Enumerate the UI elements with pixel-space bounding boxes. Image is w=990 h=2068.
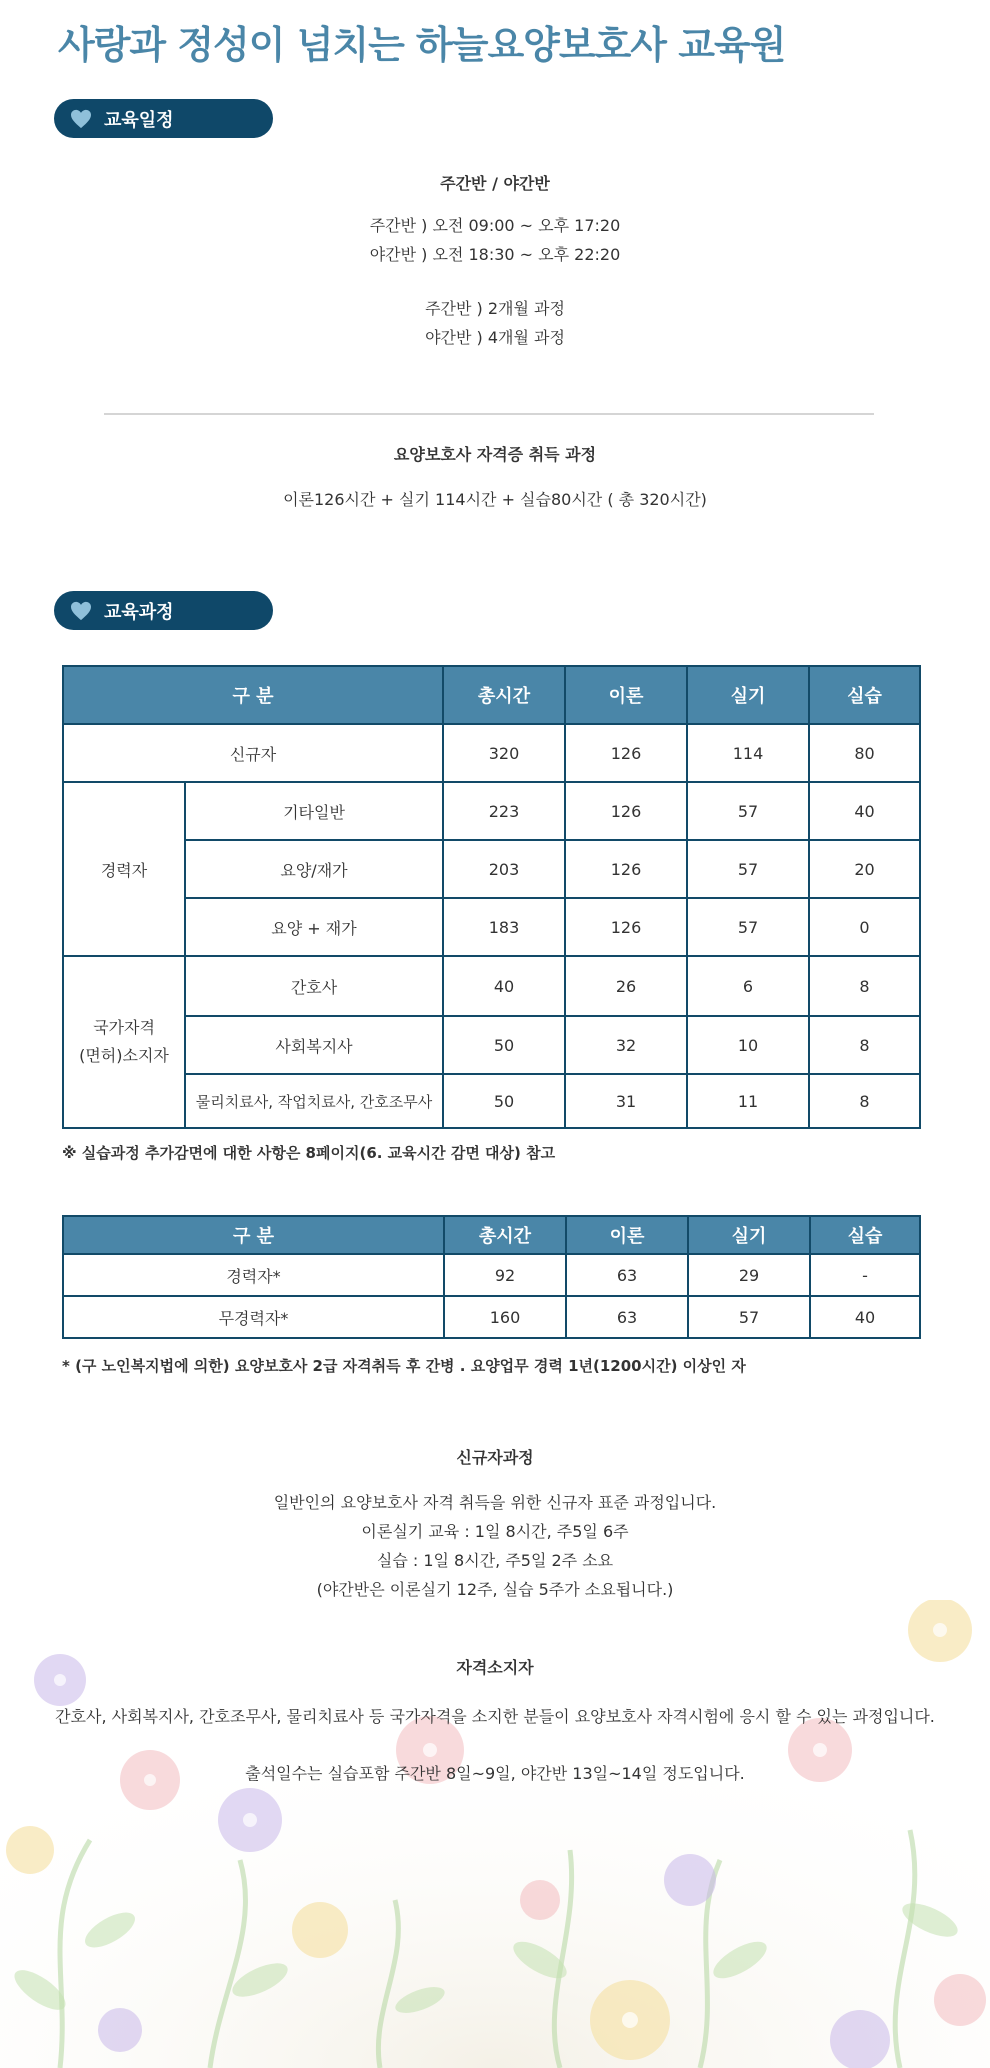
header-training: 실습	[809, 666, 920, 724]
night-hours: 야간반 ) 오전 18:30 ~ 오후 22:20	[369, 245, 621, 264]
cell-training: 20	[809, 840, 920, 898]
training-reduction-note: ※ 실습과정 추가감면에 대한 사항은 8페이지(6. 교육시간 감면 대상) 참고	[62, 1144, 556, 1162]
group-label-licensed	[63, 956, 185, 1128]
cell-theory: 126	[565, 840, 687, 898]
new-course-info	[0, 1443, 990, 1604]
table-row	[63, 898, 920, 956]
new-course-line: 실습 : 1일 8시간, 주5일 2주 소요	[376, 1551, 614, 1570]
cell-total: 160	[444, 1296, 566, 1338]
row-label: 물리치료사, 작업치료사, 간호조무사	[185, 1074, 443, 1128]
cell-training: 40	[809, 782, 920, 840]
cell-practical: 10	[687, 1016, 809, 1074]
divider	[104, 413, 874, 415]
licensed-course-title: 자격소지자	[456, 1658, 534, 1677]
section-header-course	[54, 591, 273, 630]
row-label: 경력자*	[63, 1254, 444, 1296]
row-label: 무경력자*	[63, 1296, 444, 1338]
group-label-line: (면허)소지자	[79, 1046, 169, 1065]
header-theory: 이론	[566, 1216, 688, 1254]
header-category: 구 분	[63, 666, 443, 724]
table-row	[63, 1016, 920, 1074]
cell-training: 40	[810, 1296, 920, 1338]
table-row	[63, 724, 920, 782]
row-label: 기타일반	[185, 782, 443, 840]
cell-practical: 6	[687, 956, 809, 1016]
cell-practical: 11	[687, 1074, 809, 1128]
header-category: 구 분	[63, 1216, 444, 1254]
table-row	[63, 840, 920, 898]
cell-practical: 57	[687, 782, 809, 840]
certificate-title: 요양보호사 자격증 취득 과정	[393, 445, 597, 464]
cell-total: 50	[443, 1074, 565, 1128]
cell-total: 320	[443, 724, 565, 782]
cell-theory: 26	[565, 956, 687, 1016]
cell-practical: 57	[687, 840, 809, 898]
header-total: 총시간	[443, 666, 565, 724]
cell-total: 183	[443, 898, 565, 956]
cell-theory: 126	[565, 782, 687, 840]
licensed-course-line: 간호사, 사회복지사, 간호조무사, 물리치료사 등 국가자격을 소지한 분들이 요양보호사 자격시험에 응시 할 수 있는 과정입니다.	[55, 1707, 935, 1726]
heart-icon	[70, 109, 92, 129]
header-practical: 실기	[687, 666, 809, 724]
certificate-info	[0, 440, 990, 514]
header-theory: 이론	[565, 666, 687, 724]
table-header-row	[63, 666, 920, 724]
header-total: 총시간	[444, 1216, 566, 1254]
cell-theory: 31	[565, 1074, 687, 1128]
new-course-line: 일반인의 요양보호사 자격 취득을 위한 신규자 표준 과정입니다.	[273, 1493, 717, 1512]
cell-total: 50	[443, 1016, 565, 1074]
header-practical: 실기	[688, 1216, 810, 1254]
section-label: 교육일정	[104, 109, 174, 131]
cell-total: 203	[443, 840, 565, 898]
certificate-hours: 이론126시간 + 실기 114시간 + 실습80시간 ( 총 320시간)	[283, 490, 707, 509]
row-label: 요양/재가	[185, 840, 443, 898]
row-label: 요양 + 재가	[185, 898, 443, 956]
cell-training: 80	[809, 724, 920, 782]
row-label: 간호사	[185, 956, 443, 1016]
table-row	[63, 1074, 920, 1128]
header-training: 실습	[810, 1216, 920, 1254]
schedule-heading: 주간반 / 야간반	[440, 174, 550, 193]
new-course-line: (야간반은 이론실기 12주, 실습 5주가 소요됩니다.)	[316, 1580, 674, 1599]
group-label-line: 국가자격	[93, 1018, 155, 1037]
course-hours-table	[62, 665, 921, 1129]
licensed-course-line: 출석일수는 실습포함 주간반 8일~9일, 야간반 13일~14일 정도입니다.	[245, 1764, 745, 1783]
new-course-title: 신규자과정	[456, 1448, 534, 1467]
cell-total: 223	[443, 782, 565, 840]
cell-theory: 126	[565, 898, 687, 956]
cell-total: 40	[443, 956, 565, 1016]
cell-practical: 29	[688, 1254, 810, 1296]
row-label: 사회복지사	[185, 1016, 443, 1074]
cell-theory: 63	[566, 1254, 688, 1296]
cell-training: 0	[809, 898, 920, 956]
cell-training: 8	[809, 1016, 920, 1074]
table-row	[63, 1296, 920, 1338]
heart-icon	[70, 601, 92, 621]
schedule-info	[0, 169, 990, 352]
licensed-course-info	[0, 1653, 990, 1788]
cell-theory: 63	[566, 1296, 688, 1338]
row-label: 신규자	[63, 724, 443, 782]
cell-total: 92	[444, 1254, 566, 1296]
prior-license-table	[62, 1215, 921, 1339]
experience-criteria-note: * (구 노인복지법에 의한) 요양보호사 2급 자격취득 후 간병 . 요양업무 경력 1년(1200시간) 이상인 자	[62, 1357, 746, 1375]
group-label-experienced: 경력자	[63, 782, 185, 956]
day-duration: 주간반 ) 2개월 과정	[425, 299, 565, 318]
table-header-row	[63, 1216, 920, 1254]
new-course-line: 이론실기 교육 : 1일 8시간, 주5일 6주	[361, 1522, 629, 1541]
cell-training: 8	[809, 1074, 920, 1128]
cell-practical: 114	[687, 724, 809, 782]
night-duration: 야간반 ) 4개월 과정	[425, 328, 565, 347]
table-row	[63, 956, 920, 1016]
table-row	[63, 1254, 920, 1296]
section-header-schedule	[54, 99, 273, 138]
section-label: 교육과정	[104, 601, 174, 623]
cell-theory: 32	[565, 1016, 687, 1074]
day-hours: 주간반 ) 오전 09:00 ~ 오후 17:20	[369, 216, 621, 235]
cell-practical: 57	[687, 898, 809, 956]
table-row	[63, 782, 920, 840]
cell-theory: 126	[565, 724, 687, 782]
cell-training: 8	[809, 956, 920, 1016]
cell-practical: 57	[688, 1296, 810, 1338]
cell-training: -	[810, 1254, 920, 1296]
page-title: 사랑과 정성이 넘치는 하늘요양보호사 교육원	[58, 23, 786, 67]
